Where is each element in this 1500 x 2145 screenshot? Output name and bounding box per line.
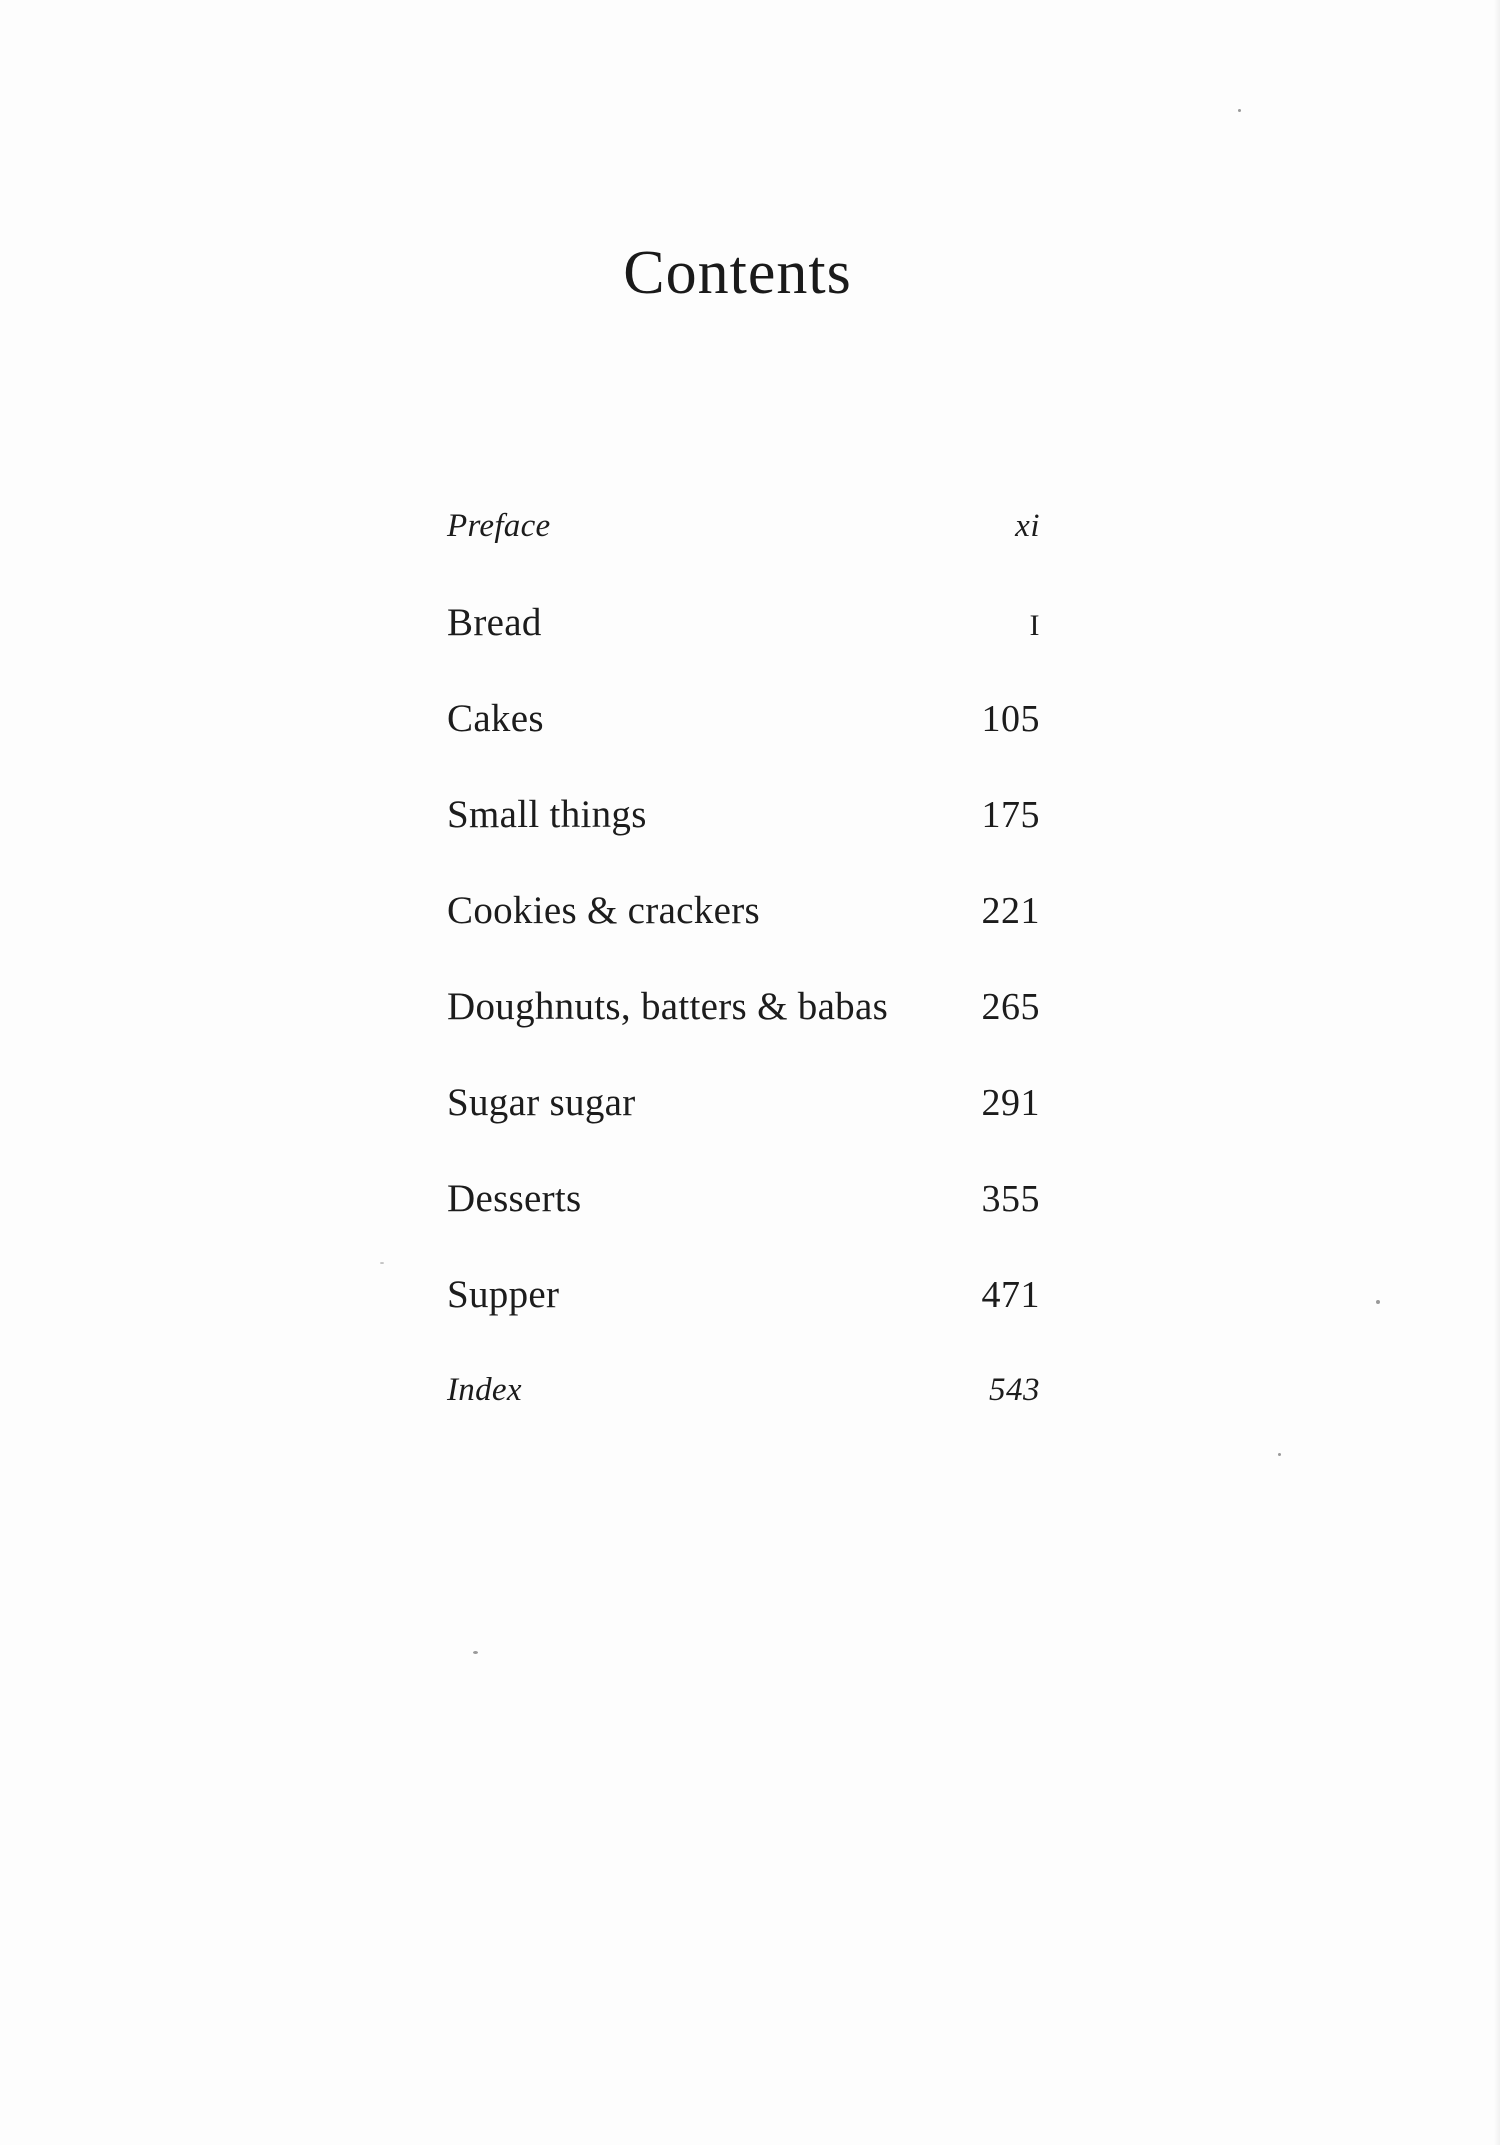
toc-entry-small-things[interactable] — [447, 792, 1040, 852]
scan-speck — [1238, 109, 1241, 112]
toc-entry-title: Supper — [447, 1273, 560, 1316]
toc-entry-desserts[interactable] — [447, 1176, 1040, 1236]
toc-entry-page-number: 291 — [981, 1082, 1040, 1124]
toc-entry-preface[interactable] — [447, 508, 1040, 568]
toc-entry-page-number: xi — [1015, 508, 1040, 544]
toc-entry-sugar-sugar[interactable] — [447, 1080, 1040, 1140]
toc-entry-title: Doughnuts, batters & babas — [447, 985, 889, 1028]
toc-entry-page-number: 471 — [981, 1274, 1040, 1316]
toc-entry-title: Sugar sugar — [447, 1081, 636, 1124]
toc-entry-title: Desserts — [447, 1177, 582, 1220]
toc-entry-title: Bread — [447, 601, 542, 644]
toc-entry-doughnuts-batters-babas[interactable] — [447, 984, 1040, 1044]
toc-entry-title: Preface — [447, 508, 551, 544]
toc-entry-bread[interactable] — [447, 600, 1040, 660]
toc-entry-page-number: 355 — [981, 1178, 1040, 1220]
scan-speck — [1376, 1300, 1380, 1304]
scan-speck — [380, 1262, 384, 1264]
page-edge-shadow — [1494, 0, 1500, 2145]
toc-entry-cakes[interactable] — [447, 696, 1040, 756]
toc-entry-page-number: 543 — [989, 1372, 1040, 1408]
toc-entry-title: Index — [447, 1372, 522, 1408]
scan-speck — [1278, 1453, 1281, 1456]
scan-speck — [473, 1651, 478, 1654]
toc-entry-page-number: 221 — [981, 890, 1040, 932]
toc-entry-page-number: 265 — [981, 986, 1040, 1028]
toc-entry-index[interactable] — [447, 1372, 1040, 1432]
toc-entry-page-number: 105 — [981, 698, 1040, 740]
page-title: Contents — [623, 239, 852, 307]
toc-entry-title: Small things — [447, 793, 647, 836]
toc-entry-title: Cookies & crackers — [447, 889, 760, 932]
toc-entry-page-number: 175 — [981, 794, 1040, 836]
toc-entry-page-number: I — [1029, 609, 1040, 642]
toc-entry-supper[interactable] — [447, 1272, 1040, 1332]
toc-entry-cookies-crackers[interactable] — [447, 888, 1040, 948]
toc-entry-title: Cakes — [447, 697, 544, 740]
